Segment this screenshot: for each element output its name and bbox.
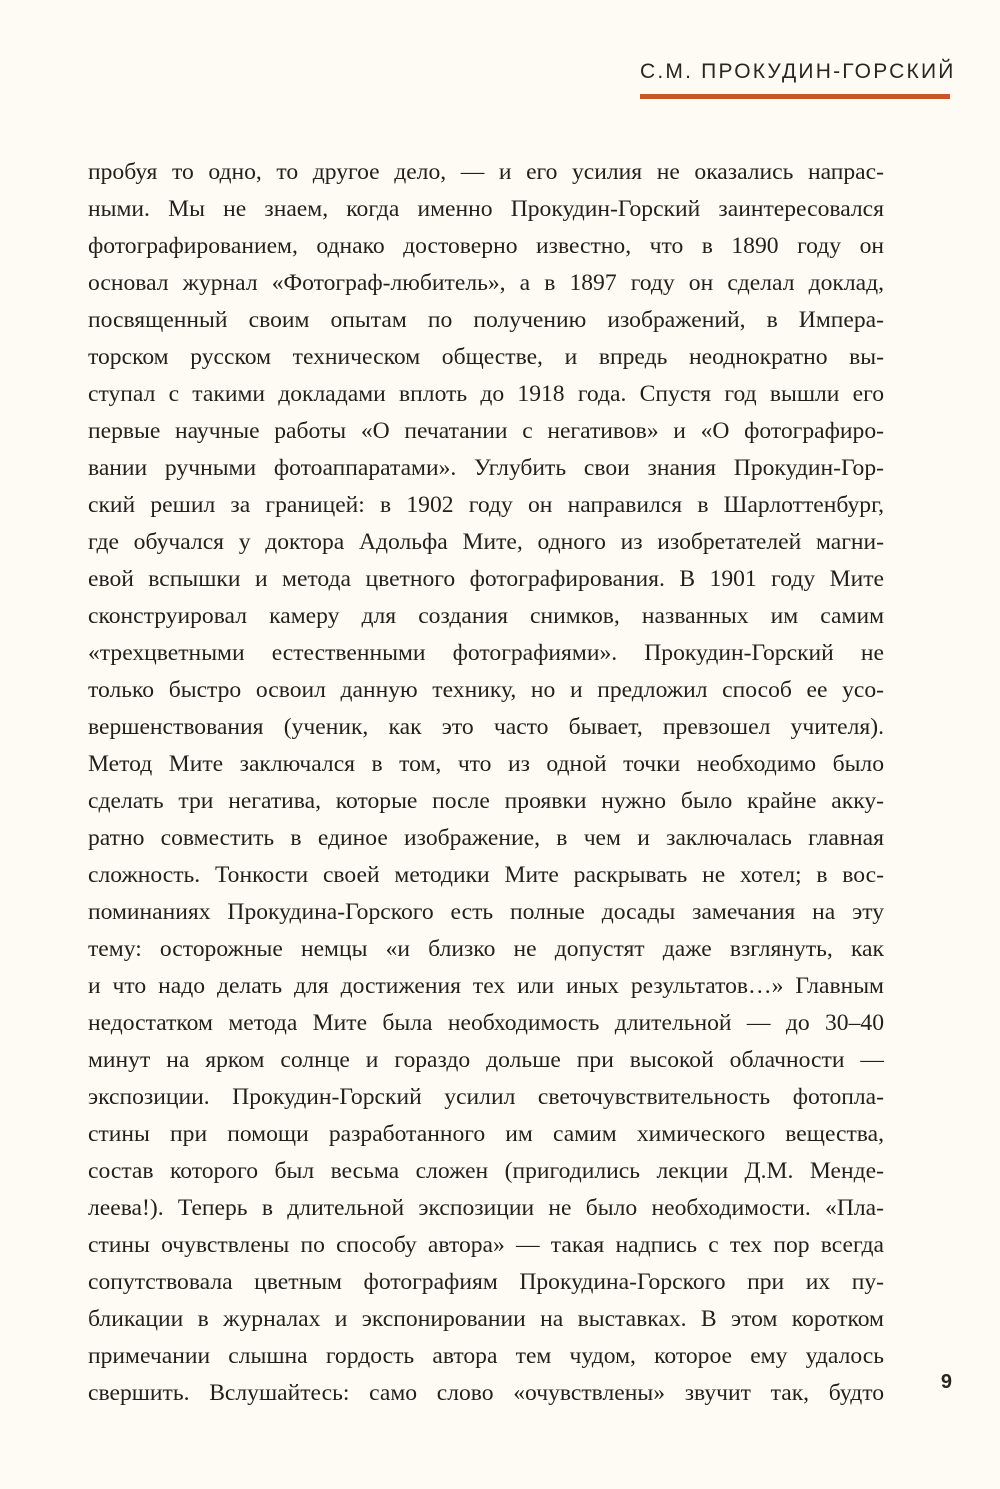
text-line: стины очувствлены по способу автора» — такая надпись с тех пор всегда bbox=[88, 1232, 884, 1258]
text-line: сконструировал камеру для создания снимков, названных им самим bbox=[88, 603, 884, 629]
text-line: примечании слышна гордость автора тем чудом, которое ему удалось bbox=[88, 1343, 884, 1369]
text-line: «трехцветными естественными фотографиями». Прокудин-Горский не bbox=[88, 640, 884, 666]
text-line: ский решил за границей: в 1902 году он направился в Шарлоттенбург, bbox=[88, 492, 884, 518]
page-number: 9 bbox=[940, 1371, 952, 1393]
text-line: евой вспышки и метода цветного фотографирования. В 1901 году Мите bbox=[88, 566, 884, 592]
text-line: ступал с такими докладами вплоть до 1918 года. Спустя год вышли его bbox=[88, 381, 884, 407]
text-line: недостатком метода Мите была необходимость длительной — до 30–40 bbox=[88, 1010, 884, 1036]
text-line: сопутствовала цветным фотографиям Прокудина-Горского при их пу- bbox=[88, 1269, 884, 1295]
body-text bbox=[88, 154, 884, 1412]
text-line: фотографированием, однако достоверно известно, что в 1890 году он bbox=[88, 233, 884, 259]
text-line: посвященный своим опытам по получению изображений, в Импера- bbox=[88, 307, 884, 333]
text-line: ными. Мы не знаем, когда именно Прокудин-Горский заинтересовался bbox=[88, 196, 884, 222]
text-line: вершенствования (ученик, как это часто бывает, превзошел учителя). bbox=[88, 714, 884, 740]
text-line: основал журнал «Фотограф-любитель», а в 1897 году он сделал доклад, bbox=[88, 270, 884, 296]
text-line: пробуя то одно, то другое дело, — и его усилия не оказались напрас- bbox=[88, 159, 884, 185]
text-line: и что надо делать для достижения тех или иных результатов…» Главным bbox=[88, 973, 884, 999]
text-line: стины при помощи разработанного им самим химического вещества, bbox=[88, 1121, 884, 1147]
text-line: ратно совместить в единое изображение, в чем и заключалась главная bbox=[88, 825, 884, 851]
text-line: вании ручными фотоаппаратами». Углубить свои знания Прокудин-Гор- bbox=[88, 455, 884, 481]
running-title: С.М. ПРОКУДИН-ГОРСКИЙ bbox=[640, 60, 956, 83]
text-line: поминаниях Прокудина-Горского есть полные досады замечания на эту bbox=[88, 899, 884, 925]
text-line: торском русском техническом обществе, и впредь неоднократно вы- bbox=[88, 344, 884, 370]
running-header bbox=[640, 58, 956, 86]
text-line: Метод Мите заключался в том, что из одной точки необходимо было bbox=[88, 751, 884, 777]
text-line: бликации в журналах и экспонировании на выставках. В этом коротком bbox=[88, 1306, 884, 1332]
text-line: тему: осторожные немцы «и близко не допустят даже взглянуть, как bbox=[88, 936, 884, 962]
text-line: первые научные работы «О печатании с негативов» и «О фотографиро- bbox=[88, 418, 884, 444]
text-line: сложность. Тонкости своей методики Мите раскрывать не хотел; в вос- bbox=[88, 862, 884, 888]
header-rule bbox=[640, 94, 950, 99]
text-line: только быстро освоил данную технику, но и предложил способ ее усо- bbox=[88, 677, 884, 703]
text-line: экспозиции. Прокудин-Горский усилил светочувствительность фотопла- bbox=[88, 1084, 884, 1110]
text-line: свершить. Вслушайтесь: само слово «очувствлены» звучит так, будто bbox=[88, 1380, 884, 1406]
text-line: минут на ярком солнце и гораздо дольше при высокой облачности — bbox=[88, 1047, 884, 1073]
text-line: где обучался у доктора Адольфа Мите, одного из изобретателей магни- bbox=[88, 529, 884, 555]
text-line: леева!). Теперь в длительной экспозиции не было необходимости. «Пла- bbox=[88, 1195, 884, 1221]
text-line: состав которого был весьма сложен (пригодились лекции Д.М. Менде- bbox=[88, 1158, 884, 1184]
text-line: сделать три негатива, которые после проявки нужно было крайне акку- bbox=[88, 788, 884, 814]
